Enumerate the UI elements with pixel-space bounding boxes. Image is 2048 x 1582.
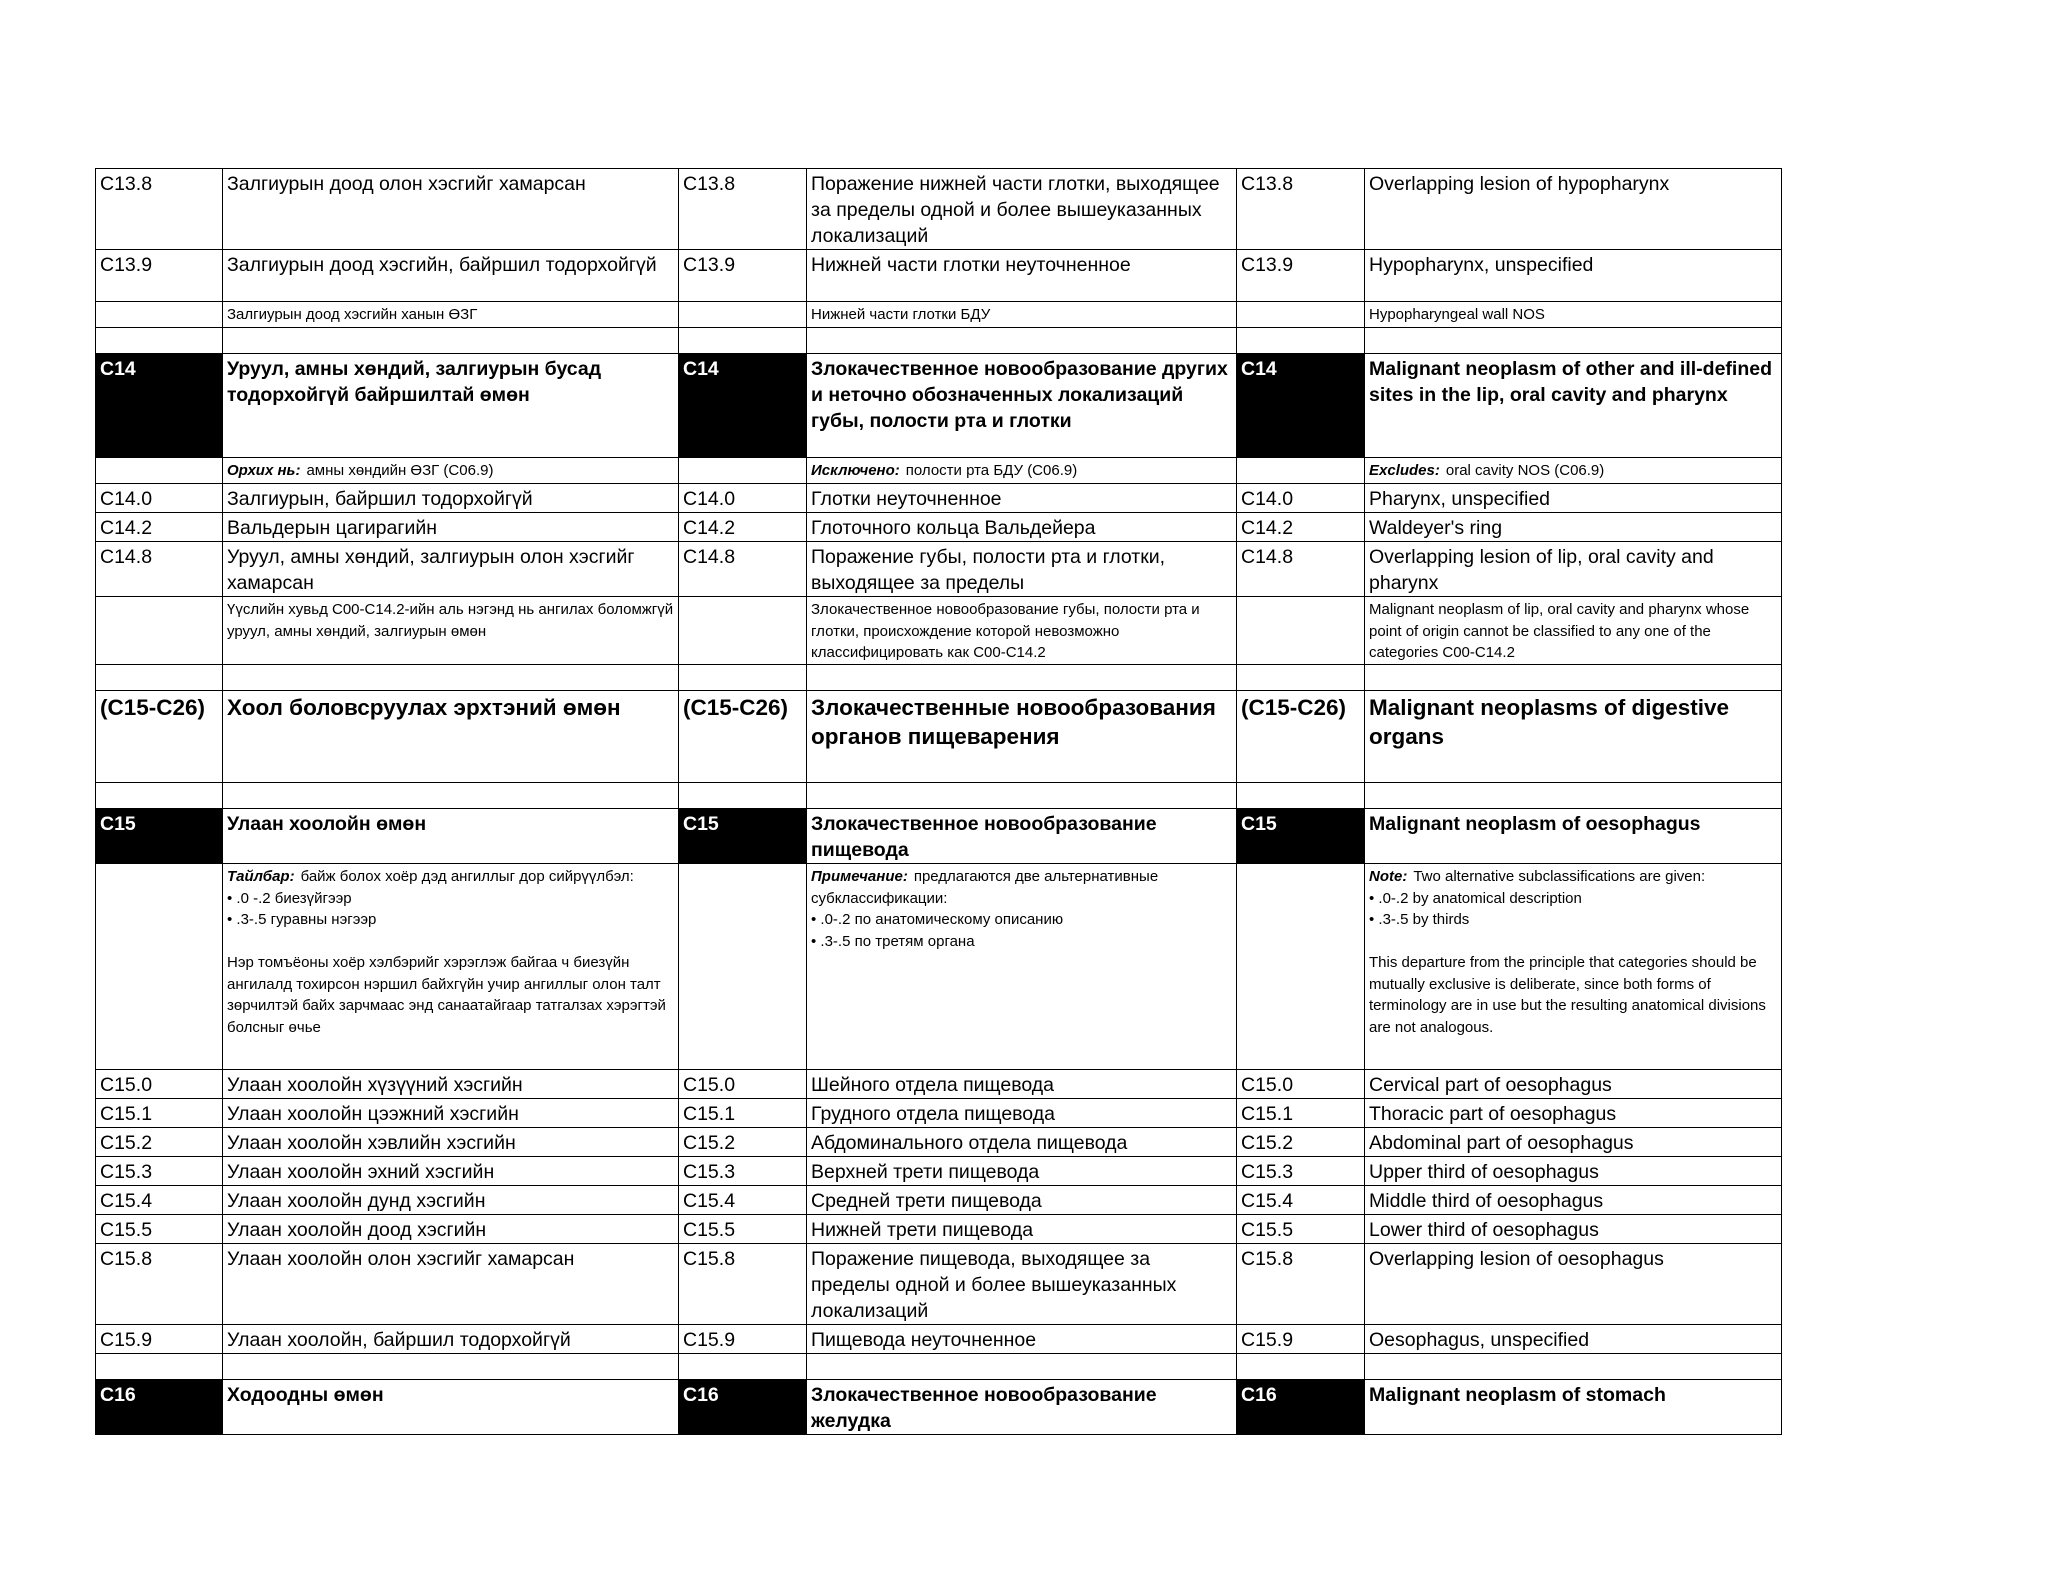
mn-description-cell: Вальдерын цагирагийн bbox=[223, 513, 679, 542]
table-row bbox=[96, 542, 1782, 597]
ru-block-title: Злокачественные новообразования органов пищеварения bbox=[807, 691, 1237, 783]
ru-code-cell bbox=[679, 597, 807, 665]
mn-code-cell bbox=[96, 597, 223, 665]
en-code-cell: C13.8 bbox=[1237, 169, 1365, 250]
mn-code-cell: C14.2 bbox=[96, 513, 223, 542]
ru-code-cell: C15 bbox=[679, 809, 807, 864]
mn-code-cell: C14 bbox=[96, 354, 223, 458]
ru-category-title: Злокачественное новообразование пищевода bbox=[807, 809, 1237, 864]
category-header-row bbox=[96, 809, 1782, 864]
note-list-item: • .3-.5 гуравны нэгээр bbox=[227, 909, 674, 931]
ru-code-cell: C14.2 bbox=[679, 513, 807, 542]
mn-code-cell bbox=[96, 458, 223, 484]
en-block-title: Malignant neoplasms of digestive organs bbox=[1365, 691, 1782, 783]
empty-cell bbox=[679, 665, 807, 691]
table-row bbox=[96, 1215, 1782, 1244]
empty-cell bbox=[1365, 328, 1782, 354]
note-list-item: • .0-.2 by anatomical description bbox=[1369, 888, 1777, 910]
mn-description-cell: Улаан хоолойн дунд хэсгийн bbox=[223, 1186, 679, 1215]
excludes-label: Excludes: bbox=[1369, 462, 1440, 479]
icd-code-table bbox=[95, 168, 1782, 1435]
empty-cell bbox=[96, 665, 223, 691]
ru-description-cell: Поражение нижней части глотки, выходящее за пределы одной и более вышеуказанных локализаций bbox=[807, 169, 1237, 250]
ru-description-cell: Шейного отдела пищевода bbox=[807, 1070, 1237, 1099]
empty-cell bbox=[1237, 665, 1365, 691]
ru-code-cell: C15.9 bbox=[679, 1325, 807, 1354]
mn-description-cell: Уруул, амны хөндий, залгиурын олон хэсгийг хамарсан bbox=[223, 542, 679, 597]
spacer-row bbox=[96, 328, 1782, 354]
en-note-cell bbox=[1365, 864, 1782, 1070]
ru-code-cell: C15.5 bbox=[679, 1215, 807, 1244]
empty-cell bbox=[807, 665, 1237, 691]
empty-cell bbox=[679, 1354, 807, 1380]
mn-code-cell: C15.1 bbox=[96, 1099, 223, 1128]
table-row bbox=[96, 1325, 1782, 1354]
ru-description-cell: Верхней трети пищевода bbox=[807, 1157, 1237, 1186]
note-paragraph: Нэр томъёоны хоёр хэлбэрийг хэрэглэж байгаа ч биезүйн ангилалд тохирсон нэршил байхгүйн учир ангиллыг олон талт зөрчилтэй байх зарчмаас энд санаатайгаар татгалзах хэрэгтэй болсныг өчье bbox=[227, 954, 666, 1036]
mn-description-cell: Улаан хоолойн хүзүүний хэсгийн bbox=[223, 1070, 679, 1099]
empty-cell bbox=[223, 665, 679, 691]
note-label: Тайлбар: bbox=[227, 868, 295, 885]
ru-description-cell: Поражение губы, полости рта и глотки, выходящее за пределы bbox=[807, 542, 1237, 597]
note-paragraph: This departure from the principle that categories should be mutually exclusive is deliberate, since both forms of terminology are in use but the resulting anatomical divisions are not analogous. bbox=[1369, 954, 1766, 1036]
mn-code-cell: C15.8 bbox=[96, 1244, 223, 1325]
ru-code-cell: C16 bbox=[679, 1380, 807, 1435]
excludes-text: полости рта БДУ (C06.9) bbox=[905, 462, 1078, 479]
mn-category-title: Улаан хоолойн өмөн bbox=[223, 809, 679, 864]
mn-block-title: Хоол боловсруулах эрхтэний өмөн bbox=[223, 691, 679, 783]
note-list-item: • .3-.5 by thirds bbox=[1369, 909, 1777, 931]
empty-cell bbox=[223, 328, 679, 354]
ru-inclusion-note: Нижней части глотки БДУ bbox=[807, 302, 1237, 328]
mn-description-cell: Улаан хоолойн олон хэсгийг хамарсан bbox=[223, 1244, 679, 1325]
en-code-cell: C15.8 bbox=[1237, 1244, 1365, 1325]
en-code-cell: C14.0 bbox=[1237, 484, 1365, 513]
en-code-cell: C16 bbox=[1237, 1380, 1365, 1435]
mn-code-cell: (C15-C26) bbox=[96, 691, 223, 783]
en-code-cell bbox=[1237, 458, 1365, 484]
note-list-item: • .0-.2 по анатомическому описанию bbox=[811, 909, 1232, 931]
empty-cell bbox=[1237, 328, 1365, 354]
mn-code-cell bbox=[96, 864, 223, 1070]
en-code-cell: C14.2 bbox=[1237, 513, 1365, 542]
en-code-cell: C15.9 bbox=[1237, 1325, 1365, 1354]
ru-code-cell: C15.1 bbox=[679, 1099, 807, 1128]
empty-cell bbox=[223, 1354, 679, 1380]
spacer-row bbox=[96, 783, 1782, 809]
mn-category-title: Ходоодны өмөн bbox=[223, 1380, 679, 1435]
en-excludes-note bbox=[1365, 458, 1782, 484]
ru-code-cell bbox=[679, 458, 807, 484]
mn-note-cell bbox=[223, 864, 679, 1070]
en-description-cell: Cervical part of oesophagus bbox=[1365, 1070, 1782, 1099]
mn-description-cell: Улаан хоолойн доод хэсгийн bbox=[223, 1215, 679, 1244]
ru-code-cell: C14.8 bbox=[679, 542, 807, 597]
note-list bbox=[811, 909, 1232, 952]
note-label: Примечание: bbox=[811, 868, 908, 885]
ru-description-cell: Глоточного кольца Вальдейера bbox=[807, 513, 1237, 542]
ru-inclusion-note: Злокачественное новообразование губы, полости рта и глотки, происхождение которой невозможно классифицировать как C00-C14.2 bbox=[807, 597, 1237, 665]
empty-cell bbox=[807, 783, 1237, 809]
ru-code-cell: (C15-C26) bbox=[679, 691, 807, 783]
mn-code-cell: C13.8 bbox=[96, 169, 223, 250]
mn-code-cell: C13.9 bbox=[96, 250, 223, 302]
ru-note-cell bbox=[807, 864, 1237, 1070]
mn-code-cell: C15.4 bbox=[96, 1186, 223, 1215]
en-description-cell: Oesophagus, unspecified bbox=[1365, 1325, 1782, 1354]
ru-description-cell: Нижней части глотки неуточненное bbox=[807, 250, 1237, 302]
excludes-label: Орхих нь: bbox=[227, 462, 301, 479]
ru-description-cell: Пищевода неуточненное bbox=[807, 1325, 1237, 1354]
table-row bbox=[96, 1186, 1782, 1215]
empty-cell bbox=[679, 783, 807, 809]
category-header-row bbox=[96, 354, 1782, 458]
en-code-cell: C15.3 bbox=[1237, 1157, 1365, 1186]
mn-code-cell: C15.5 bbox=[96, 1215, 223, 1244]
mn-inclusion-note: Залгиурын доод хэсгийн ханын ӨЗГ bbox=[223, 302, 679, 328]
mn-description-cell: Улаан хоолойн эхний хэсгийн bbox=[223, 1157, 679, 1186]
table-row bbox=[96, 1070, 1782, 1099]
mn-description-cell: Улаан хоолойн цээжний хэсгийн bbox=[223, 1099, 679, 1128]
empty-cell bbox=[1237, 1354, 1365, 1380]
ru-code-cell: C15.3 bbox=[679, 1157, 807, 1186]
en-description-cell: Overlapping lesion of oesophagus bbox=[1365, 1244, 1782, 1325]
ru-category-title: Злокачественное новообразование желудка bbox=[807, 1380, 1237, 1435]
excludes-text: амны хөндийн ӨЗГ (C06.9) bbox=[306, 462, 494, 479]
mn-code-cell: C15.0 bbox=[96, 1070, 223, 1099]
en-code-cell: C14.8 bbox=[1237, 542, 1365, 597]
empty-cell bbox=[807, 1354, 1237, 1380]
table-row bbox=[96, 597, 1782, 665]
note-list-item: • .0 -.2 биезүйгээр bbox=[227, 888, 674, 910]
en-description-cell: Lower third of oesophagus bbox=[1365, 1215, 1782, 1244]
note-text: Two alternative subclassifications are given: bbox=[1413, 868, 1706, 885]
mn-description-cell: Залгиурын доод хэсгийн, байршил тодорхойгүй bbox=[223, 250, 679, 302]
empty-cell bbox=[1237, 783, 1365, 809]
ru-code-cell: C15.0 bbox=[679, 1070, 807, 1099]
empty-cell bbox=[223, 783, 679, 809]
en-description-cell: Pharynx, unspecified bbox=[1365, 484, 1782, 513]
table-row bbox=[96, 169, 1782, 250]
ru-code-cell: C15.4 bbox=[679, 1186, 807, 1215]
en-description-cell: Upper third of oesophagus bbox=[1365, 1157, 1782, 1186]
mn-code-cell: C14.8 bbox=[96, 542, 223, 597]
en-category-title: Malignant neoplasm of other and ill-defined sites in the lip, oral cavity and pharynx bbox=[1365, 354, 1782, 458]
en-description-cell: Middle third of oesophagus bbox=[1365, 1186, 1782, 1215]
ru-description-cell: Нижней трети пищевода bbox=[807, 1215, 1237, 1244]
en-description-cell: Overlapping lesion of lip, oral cavity and pharynx bbox=[1365, 542, 1782, 597]
en-code-cell: C15 bbox=[1237, 809, 1365, 864]
en-description-cell: Overlapping lesion of hypopharynx bbox=[1365, 169, 1782, 250]
ru-code-cell: C14 bbox=[679, 354, 807, 458]
ru-description-cell: Абдоминального отдела пищевода bbox=[807, 1128, 1237, 1157]
empty-cell bbox=[1365, 665, 1782, 691]
note-text: байж болох хоёр дэд ангиллыг дор сийрүүлбэл: bbox=[300, 868, 634, 885]
en-description-cell: Abdominal part of oesophagus bbox=[1365, 1128, 1782, 1157]
mn-code-cell bbox=[96, 302, 223, 328]
mn-code-cell: C14.0 bbox=[96, 484, 223, 513]
ru-code-cell: C14.0 bbox=[679, 484, 807, 513]
en-code-cell: C15.1 bbox=[1237, 1099, 1365, 1128]
note-list bbox=[1369, 888, 1777, 931]
empty-cell bbox=[96, 328, 223, 354]
table-row bbox=[96, 513, 1782, 542]
excludes-label: Исключено: bbox=[811, 462, 900, 479]
ru-description-cell: Грудного отдела пищевода bbox=[807, 1099, 1237, 1128]
mn-inclusion-note: Үүслийн хувьд C00-C14.2-ийн аль нэгэнд нь ангилах боломжгүй уруул, амны хөндий, залгиурын өмөн bbox=[223, 597, 679, 665]
block-title-row bbox=[96, 691, 1782, 783]
empty-cell bbox=[1365, 783, 1782, 809]
en-code-cell bbox=[1237, 864, 1365, 1070]
mn-description-cell: Залгиурын доод олон хэсгийг хамарсан bbox=[223, 169, 679, 250]
ru-code-cell bbox=[679, 302, 807, 328]
en-description-cell: Thoracic part of oesophagus bbox=[1365, 1099, 1782, 1128]
excludes-text: oral cavity NOS (C06.9) bbox=[1445, 462, 1605, 479]
en-code-cell bbox=[1237, 597, 1365, 665]
note-list-item: • .3-.5 по третям органа bbox=[811, 931, 1232, 953]
ru-excludes-note bbox=[807, 458, 1237, 484]
table-row bbox=[96, 458, 1782, 484]
note-text: предлагаются две альтернативные субклассификации: bbox=[811, 868, 1159, 907]
table-row bbox=[96, 484, 1782, 513]
ru-code-cell: C15.2 bbox=[679, 1128, 807, 1157]
en-description-cell: Waldeyer's ring bbox=[1365, 513, 1782, 542]
en-category-title: Malignant neoplasm of stomach bbox=[1365, 1380, 1782, 1435]
mn-code-cell: C15.3 bbox=[96, 1157, 223, 1186]
en-category-title: Malignant neoplasm of oesophagus bbox=[1365, 809, 1782, 864]
mn-code-cell: C15 bbox=[96, 809, 223, 864]
en-inclusion-note: Hypopharyngeal wall NOS bbox=[1365, 302, 1782, 328]
spacer-row bbox=[96, 1354, 1782, 1380]
table-row bbox=[96, 250, 1782, 302]
en-description-cell: Hypopharynx, unspecified bbox=[1365, 250, 1782, 302]
ru-code-cell bbox=[679, 864, 807, 1070]
mn-description-cell: Улаан хоолойн хэвлийн хэсгийн bbox=[223, 1128, 679, 1157]
spacer-row bbox=[96, 665, 1782, 691]
mn-code-cell: C16 bbox=[96, 1380, 223, 1435]
table-row bbox=[96, 864, 1782, 1070]
mn-code-cell: C15.2 bbox=[96, 1128, 223, 1157]
table-row bbox=[96, 1157, 1782, 1186]
table-row bbox=[96, 1244, 1782, 1325]
empty-cell bbox=[96, 1354, 223, 1380]
en-code-cell bbox=[1237, 302, 1365, 328]
en-code-cell: C15.2 bbox=[1237, 1128, 1365, 1157]
note-label: Note: bbox=[1369, 868, 1408, 885]
note-list bbox=[227, 888, 674, 931]
empty-cell bbox=[679, 328, 807, 354]
mn-category-title: Уруул, амны хөндий, залгиурын бусад тодорхойгүй байршилтай өмөн bbox=[223, 354, 679, 458]
empty-cell bbox=[807, 328, 1237, 354]
en-code-cell: (C15-C26) bbox=[1237, 691, 1365, 783]
en-code-cell: C15.5 bbox=[1237, 1215, 1365, 1244]
ru-code-cell: C13.9 bbox=[679, 250, 807, 302]
ru-description-cell: Средней трети пищевода bbox=[807, 1186, 1237, 1215]
empty-cell bbox=[96, 783, 223, 809]
en-code-cell: C14 bbox=[1237, 354, 1365, 458]
category-header-row bbox=[96, 1380, 1782, 1435]
table-row bbox=[96, 1128, 1782, 1157]
ru-code-cell: C13.8 bbox=[679, 169, 807, 250]
mn-description-cell: Улаан хоолойн, байршил тодорхойгүй bbox=[223, 1325, 679, 1354]
mn-code-cell: C15.9 bbox=[96, 1325, 223, 1354]
empty-cell bbox=[1365, 1354, 1782, 1380]
ru-category-title: Злокачественное новообразование других и неточно обозначенных локализаций губы, полости рта и глотки bbox=[807, 354, 1237, 458]
en-code-cell: C15.0 bbox=[1237, 1070, 1365, 1099]
en-inclusion-note: Malignant neoplasm of lip, oral cavity and pharynx whose point of origin cannot be classified to any one of the categories C00-C14.2 bbox=[1365, 597, 1782, 665]
ru-description-cell: Поражение пищевода, выходящее за пределы одной и более вышеуказанных локализаций bbox=[807, 1244, 1237, 1325]
table-row bbox=[96, 1099, 1782, 1128]
mn-description-cell: Залгиурын, байршил тодорхойгүй bbox=[223, 484, 679, 513]
mn-excludes-note bbox=[223, 458, 679, 484]
ru-description-cell: Глотки неуточненное bbox=[807, 484, 1237, 513]
en-code-cell: C15.4 bbox=[1237, 1186, 1365, 1215]
en-code-cell: C13.9 bbox=[1237, 250, 1365, 302]
ru-code-cell: C15.8 bbox=[679, 1244, 807, 1325]
table-row bbox=[96, 302, 1782, 328]
